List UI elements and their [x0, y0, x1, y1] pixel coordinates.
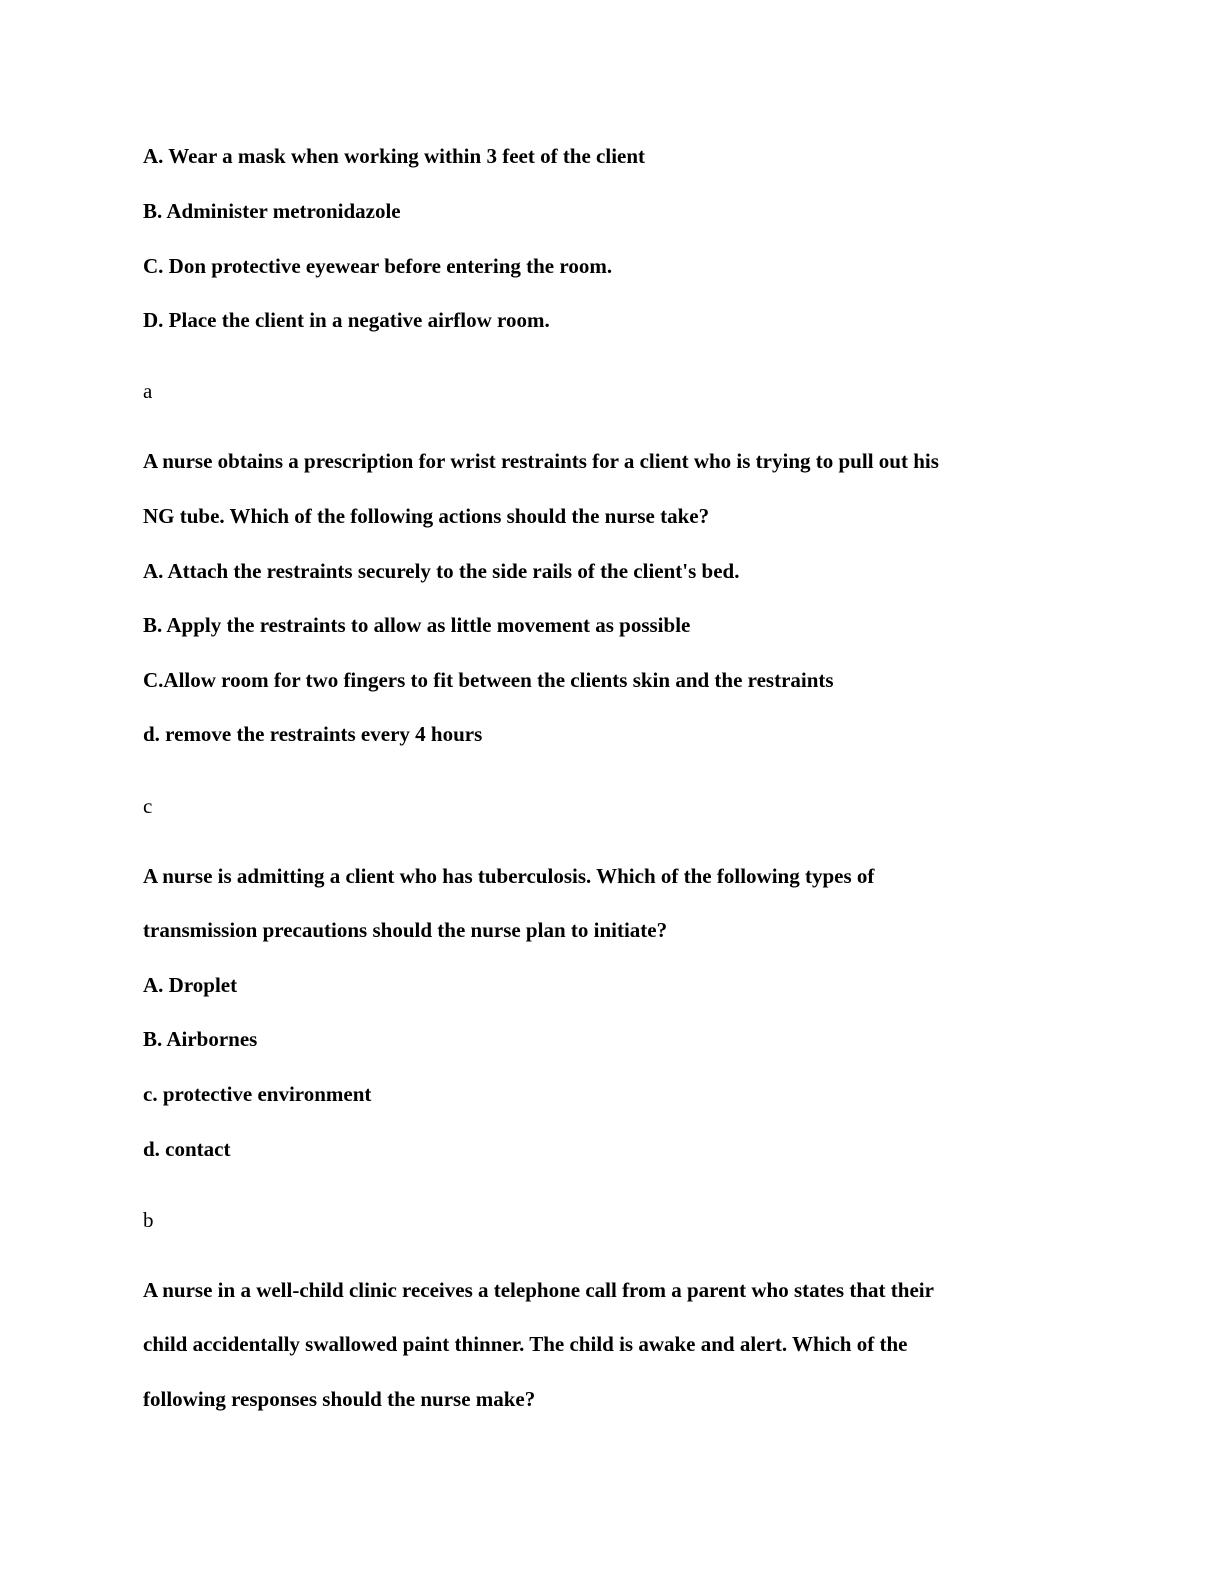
answer-letter: c	[143, 794, 153, 818]
option-b: B. Airbornes	[143, 1027, 258, 1051]
question-stem-line: NG tube. Which of the following actions should the nurse take?	[143, 504, 710, 528]
answer-letter: b	[143, 1208, 154, 1232]
answer-letter: a	[143, 379, 153, 403]
option-d: D. Place the client in a negative airflow room.	[143, 308, 550, 332]
option-a: A. Wear a mask when working within 3 feet of the client	[143, 144, 646, 168]
option-b: B. Apply the restraints to allow as little movement as possible	[143, 613, 691, 637]
question-stem-line: transmission precautions should the nurse plan to initiate?	[143, 918, 668, 942]
option-c: C. Don protective eyewear before entering the room.	[143, 254, 613, 278]
question-stem-line: A nurse in a well-child clinic receives a telephone call from a parent who states that their	[143, 1278, 934, 1302]
option-a: A. Attach the restraints securely to the side rails of the client's bed.	[143, 559, 740, 583]
option-b: B. Administer metronidazole	[143, 199, 401, 223]
option-d: d. contact	[143, 1137, 231, 1161]
option-a: A. Droplet	[143, 973, 238, 997]
question-stem-line: A nurse obtains a prescription for wrist restraints for a client who is trying to pull out his	[143, 449, 939, 473]
question-stem-line: child accidentally swallowed paint thinner. The child is awake and alert. Which of the	[143, 1332, 908, 1356]
option-c: C.Allow room for two fingers to fit between the clients skin and the restraints	[143, 668, 834, 692]
option-d: d. remove the restraints every 4 hours	[143, 722, 483, 746]
question-stem-line: A nurse is admitting a client who has tuberculosis. Which of the following types of	[143, 864, 875, 888]
option-c: c. protective environment	[143, 1082, 372, 1106]
question-stem-line: following responses should the nurse make?	[143, 1387, 536, 1411]
